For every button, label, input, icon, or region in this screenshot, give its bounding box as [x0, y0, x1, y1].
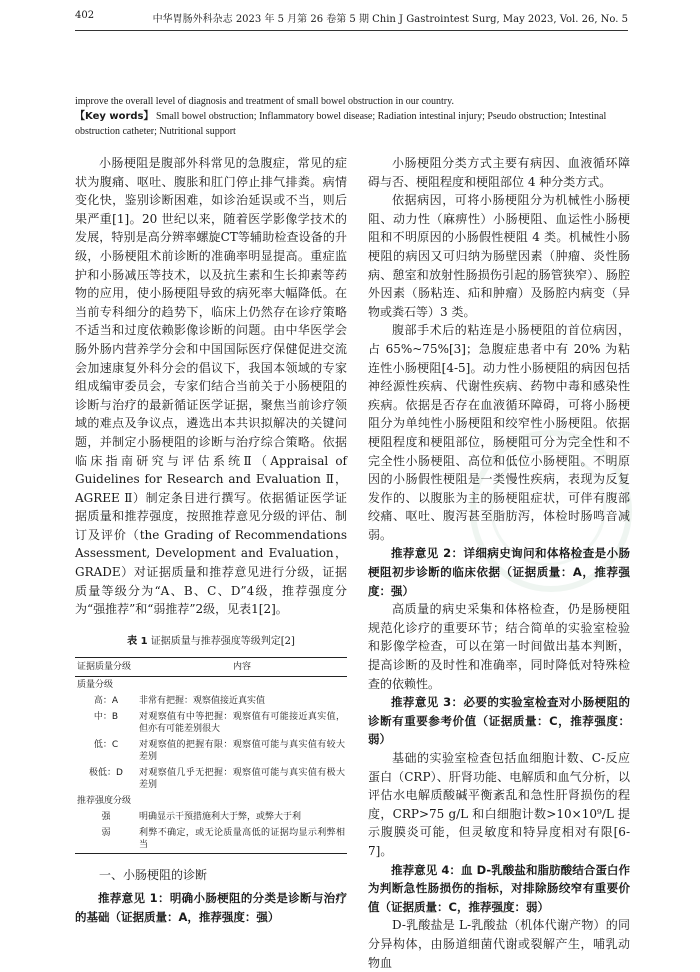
- table-row: [75, 709, 347, 737]
- journal-citation: 中华胃肠外科杂志 2023 年 5 月第 26 卷第 5 期 Chin J Gastrointest Surg, May 2023, Vol. 26, No. 5: [152, 14, 628, 25]
- table-header-grade: 证据质量分级: [75, 658, 137, 677]
- table-cell-content: 对观察值有中等把握：观察值有可能接近真实值，但亦有可能差别很大: [139, 712, 345, 735]
- table-row: [75, 765, 347, 793]
- table-caption: [75, 633, 347, 652]
- table-cell-content: 利弊不确定，或无论质量高低的证据均显示利弊相当: [137, 825, 347, 854]
- table-cell-grade: 高：A: [93, 696, 119, 707]
- recommendation-2: 推荐意见 2：详细病史询问和体格检查是小肠梗阻初步诊断的临床依据（证据质量：A，推荐强度：强）: [368, 546, 630, 598]
- table-row: [75, 825, 347, 854]
- history-paragraph: 高质量的病史采集和体格检查，仍是肠梗阻规范化诊疗的重要环节；结合简单的实验室检验和影像学检查，可以在第一时间做出基本判断，提高诊断的及时性和准确率，同时降低对特殊检查的依赖性。: [368, 602, 630, 691]
- recommendation-1: 推荐意见 1：明确小肠梗阻的分类是诊断与治疗的基础（证据质量：A，推荐强度：强）: [75, 891, 347, 924]
- keywords-label: 【Key words】: [75, 111, 154, 122]
- right-column: [368, 154, 630, 972]
- table-group-strength: 推荐强度分级: [77, 796, 132, 807]
- keywords-text: Small bowel obstruction; Inflammatory bowel disease; Radiation intestinal injury; Pseudo obstruction; Intestinal obstruction catheter; Nutritional support: [75, 111, 607, 137]
- evidence-grade-table: [75, 657, 347, 854]
- running-header: [0, 8, 700, 30]
- abstract-tail: improve the overall level of diagnosis and treatment of small bowel obstruction in our country.: [75, 96, 454, 107]
- table-cell-grade: 弱: [75, 825, 137, 854]
- intro-paragraph: 小肠梗阻是腹部外科常见的急腹症，常见的症状为腹痛、呕吐、腹胀和肛门停止排气排粪。病情变化快，鉴别诊断困难，如诊治延误或不当，则后果严重[1]。20 世纪以来，随着医学影像学技术的发展，特别是高分辨率螺旋CT等辅助检查设备的升级，小肠梗阻术前诊断的准确率明显提高。重症监护和小肠减压等技术，以及抗生素和生长抑素等药物的应用，使小肠梗阻导致的病死率大幅降低。在当前专科细分的趋势下，临床上仍然存在诊疗策略不适当和过度依赖影像诊断的问题。由中华医学会肠外肠内营养学分会和中国国际医疗保健促进交流会加速康复外科分会的倡议下，我国本领域的专家组成编审委员会，专家们结合当前关于小肠梗阻的诊断与治疗的最新循证医学证据，聚焦当前诊疗领域的难点及争议点，遴选出本共识拟解决的关键问题，并制定小肠梗阻的诊断与治疗综合策略。依据临床指南研究与评估系统Ⅱ（Appraisal of Guidelines for Research and Evaluation Ⅱ，AGREE Ⅱ）制定条目进行撰写。依据循证医学证据质量和推荐强度，按照推荐意见分级的评估、制订及评价（the Grading of Recommendations Assessment, Development and Evaluation，GRADE）对证据质量和推荐意见进行分级，证据质量等级分为“A、B、C、D”4级，推荐强度分为“强推荐”和“弱推荐”2级，见表1[2]。: [75, 156, 347, 617]
- table-row: [75, 809, 347, 825]
- table-header-content: 内容: [137, 658, 347, 677]
- lab-paragraph: 基础的实验室检查包括血细胞计数、C-反应蛋白（CRP）、肝肾功能、电解质和血气分析，以评估水电解质酸碱平衡紊乱和急性肝肾损伤的程度，CRP>75 g/L 和白细胞计数>10×10⁹/L 提示腹膜炎可能，但灵敏度和特异度相对有限[6-7]。: [368, 751, 630, 858]
- table-cell-grade: 极低：D: [89, 768, 123, 779]
- table-cell-content: 非常有把握：观察值接近真实值: [139, 696, 266, 707]
- recommendation-3: 推荐意见 3：必要的实验室检查对小肠梗阻的诊断有重要参考价值（证据质量：C，推荐强度：弱）: [368, 695, 630, 747]
- left-column: [75, 154, 347, 926]
- table-cell-content: 明确显示干预措施利大于弊，或弊大于利: [139, 812, 302, 823]
- adhesion-paragraph: 腹部手术后的粘连是小肠梗阻的首位病因，占 65%~75%[3]；急腹症患者中有 20% 为粘连性小肠梗阻[4-5]。动力性小肠梗阻的病因包括神经源性疾病、代谢性疾病、药物中毒和感染性疾病。依据是否存在血液循环障碍，可将小肠梗阻分为单纯性小肠梗阻和绞窄性小肠梗阻。依据梗阻程度和梗阻部位，肠梗阻可分为完全性和不完全性小肠梗阻、高位和低位小肠梗阻。不明原因的小肠假性梗阻是一类慢性疾病，表现为反复发作的、以腹胀为主的肠梗阻症状，可伴有腹部绞痛、呕吐、腹泻甚至脂肪泻，体检时肠鸣音减弱。: [368, 323, 630, 542]
- table-row: [75, 693, 347, 709]
- table-cell-grade: 强: [101, 812, 111, 823]
- recommendation-4: 推荐意见 4：血 D-乳酸盐和脂肪酸结合蛋白作为判断急性肠损伤的指标，对排除肠绞窄有重要价值（证据质量：C，推荐强度：弱）: [368, 862, 630, 914]
- english-abstract: [75, 94, 630, 139]
- keywords-line: [75, 109, 630, 139]
- table-row: [75, 737, 347, 765]
- etiology-paragraph: 依据病因，可将小肠梗阻分为机械性小肠梗阻、动力性（麻痹性）小肠梗阻、血运性小肠梗阻和不明原因的小肠假性梗阻 4 类。机械性小肠梗阻的病因又可归纳为肠壁因素（肿瘤、炎性肠病、憩室和放射性肠损伤引起的肠管狭窄）、肠腔外因素（肠粘连、疝和肿瘤）及肠腔内病变（异物或粪石等）3 类。: [368, 193, 630, 319]
- d-lactate-paragraph: D-乳酸盐是 L-乳酸盐（机体代谢产物）的同分异构体，由肠道细菌代谢或裂解产生，哺乳动物血: [368, 918, 630, 970]
- table-cell-content: 对观察值几乎无把握：观察值可能与真实值有极大差别: [139, 768, 345, 791]
- table-cell-content: 对观察值的把握有限：观察值可能与真实值有较大差别: [139, 740, 345, 763]
- table-cell-grade: 低：C: [93, 740, 119, 751]
- table-number: 表 1: [127, 635, 148, 647]
- classification-paragraph: 小肠梗阻分类方式主要有病因、血液循环障碍与否、梗阻程度和梗阻部位 4 种分类方式。: [368, 156, 630, 189]
- section-heading: 一、小肠梗阻的诊断: [99, 868, 208, 883]
- header-rule: [75, 30, 628, 31]
- page-number: 402: [75, 10, 95, 21]
- table-group-quality: 质量分级: [77, 680, 114, 691]
- table-cell-grade: 中：B: [93, 712, 119, 723]
- table-title: 证据质量与推荐强度等级判定[2]: [147, 635, 295, 647]
